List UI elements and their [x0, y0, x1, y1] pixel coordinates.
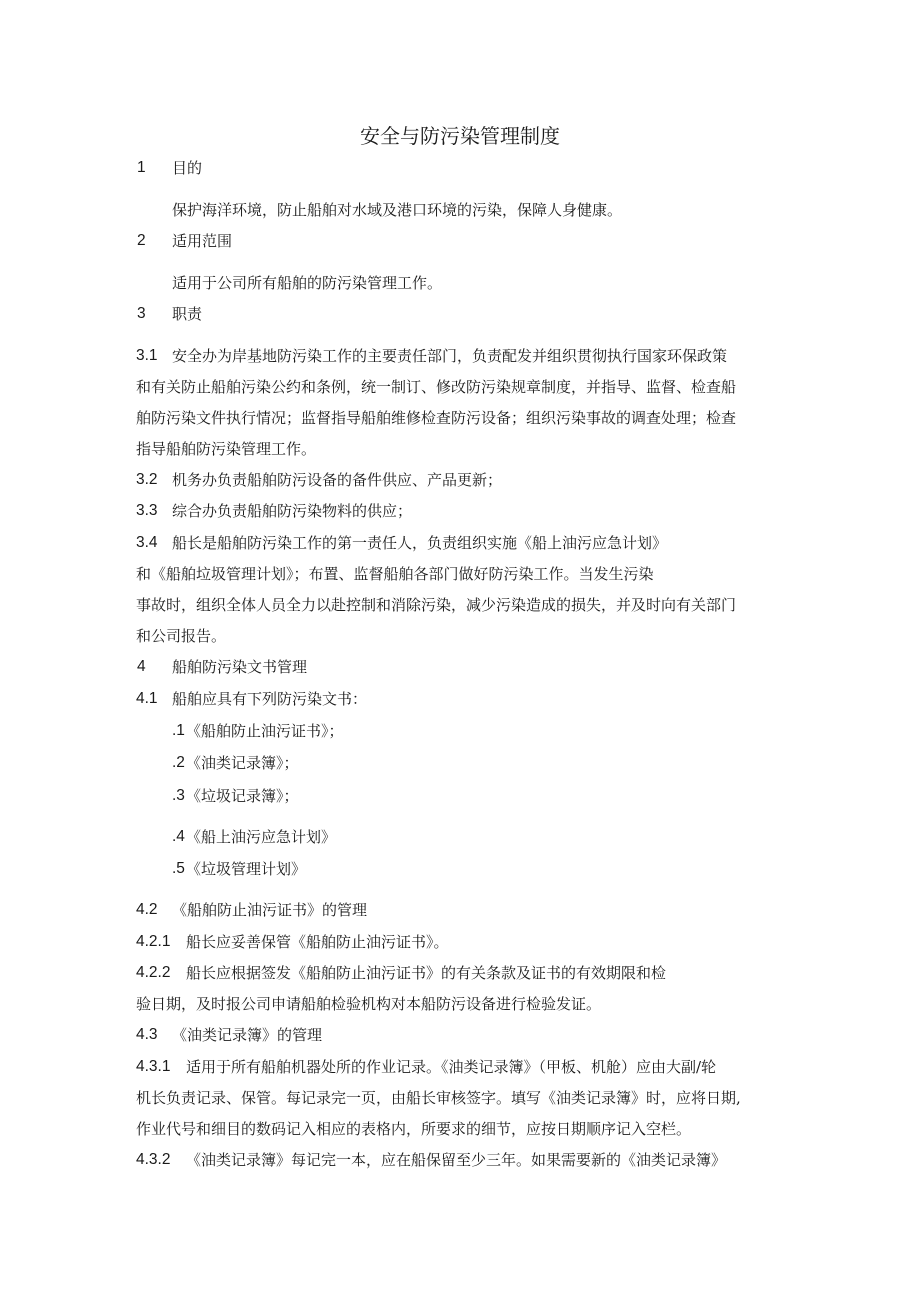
section-1-heading: 目的: [172, 159, 203, 177]
doc-item-5-number: .5: [172, 860, 185, 877]
para-4-2-1-number: 4.2.1: [136, 933, 171, 950]
para-3-1-number: 3.1: [136, 347, 158, 364]
section-3-number: 3: [137, 305, 146, 322]
section-4-number: 4: [137, 658, 146, 675]
para-3-4-line-3: 事故时，组织全体人员全力以赴控制和消除污染，减少污染造成的损失，并及时向有关部门: [136, 596, 737, 614]
para-3-2-text: 机务办负责船舶防污设备的备件供应、产品更新；: [172, 471, 503, 489]
para-4-2-1-text: 船长应妥善保管《船舶防止油污证书》。: [186, 933, 449, 951]
doc-item-2-number: .2: [172, 754, 185, 771]
para-3-2-number: 3.2: [136, 471, 158, 488]
para-4-2-number: 4.2: [136, 901, 158, 918]
doc-item-4-text: 《船上油污应急计划》: [186, 828, 337, 846]
para-4-3-1-number: 4.3.1: [136, 1058, 171, 1075]
doc-item-3-number: .3: [172, 787, 185, 804]
para-4-1-text: 船舶应具有下列防污染文书：: [172, 690, 368, 708]
para-4-2-text: 《船舶防止油污证书》的管理: [172, 901, 368, 919]
para-3-1-line-4: 指导船舶防污染管理工作。: [136, 440, 317, 458]
para-4-3-2-number: 4.3.2: [136, 1151, 171, 1168]
section-3-heading: 职责: [172, 305, 203, 323]
para-3-4-line-1: 船长是船舶防污染工作的第一责任人，负责组织实施《船上油污应急计划》: [172, 534, 668, 552]
section-1-number: 1: [137, 159, 146, 176]
doc-item-1-text: 《船舶防止油污证书》；: [186, 722, 344, 740]
doc-item-1-number: .1: [172, 722, 185, 739]
doc-item-5-text: 《垃圾管理计划》: [186, 860, 307, 878]
section-2-body: 适用于公司所有船舶的防污染管理工作。: [172, 274, 443, 292]
para-3-1-line-2: 和有关防止船舶污染公约和条例，统一制订、修改防污染规章制度，并指导、监督、检查船: [136, 378, 737, 396]
para-4-1-number: 4.1: [136, 690, 158, 707]
para-4-2-2-line-2: 验日期，及时报公司申请船舶检验机构对本船防污设备进行检验发证。: [136, 995, 602, 1013]
para-3-4-line-2: 和《船舶垃圾管理计划》；布置、监督船舶各部门做好防污染工作。当发生污染: [136, 565, 654, 583]
section-2-heading: 适用范围: [172, 232, 233, 250]
para-4-3-1-line-3: 作业代号和细目的数码记入相应的表格内，所要求的细节，应按日期顺序记入空栏。: [136, 1120, 692, 1138]
para-4-3-2-text: 《油类记录簿》每记完一本，应在船保留至少三年。如果需要新的《油类记录簿》: [186, 1151, 727, 1169]
doc-item-2-text: 《油类记录簿》；: [186, 754, 299, 772]
section-4-heading: 船舶防污染文书管理: [172, 658, 308, 676]
para-4-2-2-number: 4.2.2: [136, 964, 171, 981]
para-4-3-text: 《油类记录簿》的管理: [172, 1026, 323, 1044]
para-4-2-2-line-1: 船长应根据签发《船舶防止油污证书》的有关条款及证书的有效期限和检: [186, 964, 667, 982]
para-4-3-1-line-2: 机长负责记录、保管。每记录完一页，由船长审核签字。填写《油类记录簿》时，应将日期,: [136, 1089, 741, 1107]
section-2-number: 2: [137, 232, 146, 249]
doc-item-3-text: 《垃圾记录簿》；: [186, 787, 299, 805]
page-title: 安全与防污染管理制度: [360, 124, 560, 148]
para-3-3-number: 3.3: [136, 502, 158, 519]
doc-item-4-number: .4: [172, 828, 185, 845]
section-1-body: 保护海洋环境，防止船舶对水域及港口环境的污染，保障人身健康。: [172, 201, 623, 219]
para-3-1-line-1: 安全办为岸基地防污染工作的主要责任部门，负责配发并组织贯彻执行国家环保政策: [172, 347, 728, 365]
para-3-3-text: 综合办负责船舶防污染物料的供应；: [172, 502, 413, 520]
para-3-4-line-4: 和公司报告。: [136, 627, 227, 645]
para-3-4-number: 3.4: [136, 534, 158, 551]
para-4-3-number: 4.3: [136, 1026, 158, 1043]
para-3-1-line-3: 舶防污染文件执行情况；监督指导船舶维修检查防污设备；组织污染事故的调查处理；检查: [136, 409, 737, 427]
para-4-3-1-line-1: 适用于所有船舶机器处所的作业记录。《油类记录簿》（甲板、机舱）应由大副/轮: [186, 1058, 717, 1076]
